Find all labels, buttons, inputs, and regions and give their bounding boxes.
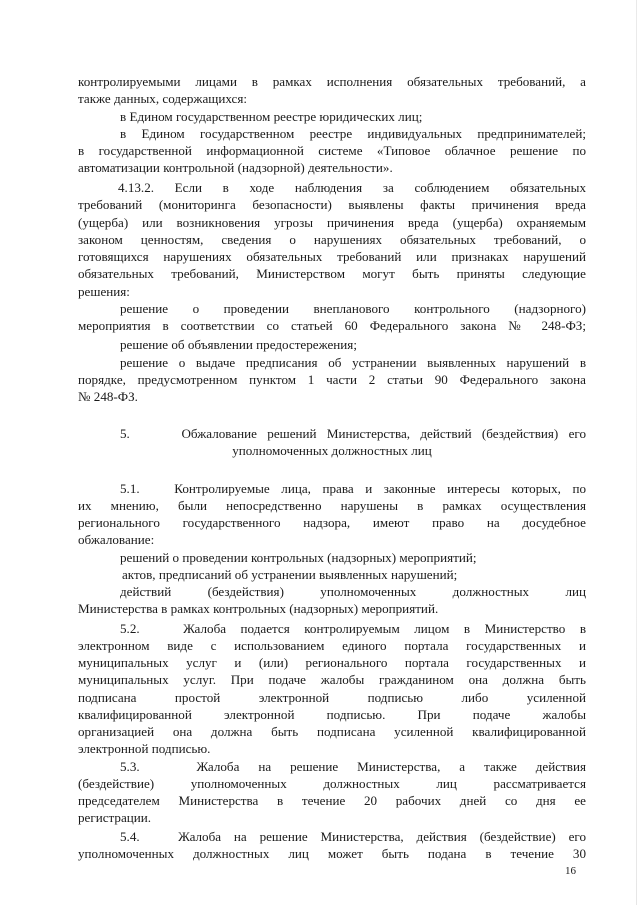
text-line: организацией она должна быть подписана усиленной квалифицированной — [78, 724, 586, 739]
text-line: обжалование: — [78, 532, 155, 547]
text-line: 5.4. Жалоба на решение Министерства, действия (бездействие) его — [120, 829, 586, 844]
text-line: муниципальных услуг. При подаче жалобы гражданином она должна быть — [78, 672, 586, 687]
text-line: уполномоченных должностных лиц может быть подана в течение 30 — [78, 846, 586, 861]
text-line: № 248-ФЗ. — [78, 389, 138, 404]
text-line: (бездействие) уполномоченных должностных лиц рассматривается — [78, 776, 586, 791]
text-line: электронной подписью. — [78, 741, 211, 756]
section-heading-cont: уполномоченных должностных лиц — [232, 443, 432, 458]
text-line: законом ценностям, сведения о нарушениях обязательных требований, о — [78, 232, 586, 247]
text-line: решение о проведении внепланового контрольного (надзорного) — [120, 301, 586, 316]
text-line: в государственной информационной системе «Типовое облачное решение по — [78, 143, 586, 158]
text-line: действий (бездействия) уполномоченных должностных лиц — [120, 584, 586, 599]
text-line: решений о проведении контрольных (надзорных) мероприятий; — [120, 550, 477, 565]
section-heading: 5. Обжалование решений Министерства, действий (бездействия) его — [120, 426, 586, 441]
text-line: решение об объявлении предостережения; — [120, 337, 357, 352]
page-number: 16 — [565, 865, 576, 877]
text-line: регионального государственного надзора, имеют право на досудебное — [78, 515, 586, 530]
text-line: их мнению, были непосредственно нарушены в рамках осуществления — [78, 498, 586, 513]
text-line: электронном виде с использованием единого портала государственных и — [78, 638, 586, 653]
text-line: автоматизации контрольной (надзорной) деятельности». — [78, 160, 393, 175]
text-line: квалифицированной электронной подписью. При подаче жалобы — [78, 707, 586, 722]
text-line: регистрации. — [78, 810, 152, 825]
text-line: 5.2. Жалоба подается контролируемым лицом в Министерство в — [120, 621, 586, 636]
text-line: решение о выдаче предписания об устранении выявленных нарушений в — [120, 355, 586, 370]
text-line: обязательных требований, Министерством могут быть приняты следующие — [78, 266, 586, 281]
text-line: требований (мониторинга безопасности) выявлены факты причинения вреда — [78, 197, 586, 212]
text-line: контролируемыми лицами в рамках исполнения обязательных требований, а — [78, 74, 586, 89]
text-line: в Едином государственном реестре юридических лиц; — [120, 109, 423, 124]
text-line: решения: — [78, 284, 130, 299]
text-line: 5.3. Жалоба на решение Министерства, а также действия — [120, 759, 586, 774]
text-line: подписана простой электронной подписью либо усиленной — [78, 690, 586, 705]
text-line: (ущерба) или возникновения угрозы причинения вреда (ущерба) охраняемым — [78, 215, 586, 230]
text-line: актов, предписаний об устранении выявленных нарушений; — [122, 567, 458, 582]
text-line: 4.13.2. Если в ходе наблюдения за соблюдением обязательных — [118, 180, 586, 195]
text-line: также данных, содержащихся: — [78, 91, 247, 106]
scan-edge — [636, 0, 637, 905]
text-line: председателем Министерства в течение 20 рабочих дней со дня ее — [78, 793, 586, 808]
text-line: порядке, предусмотренном пунктом 1 части 2 статьи 90 Федерального закона — [78, 372, 586, 387]
text-line: мероприятия в соответствии со статьей 60 Федерального закона № 248-ФЗ; — [78, 318, 586, 333]
text-line: 5.1. Контролируемые лица, права и законные интересы которых, по — [120, 481, 586, 496]
text-line: в Едином государственном реестре индивидуальных предпринимателей; — [120, 126, 586, 141]
text-line: готовящихся нарушениях обязательных требований или признаках нарушений — [78, 249, 586, 264]
text-line: Министерства в рамках контрольных (надзорных) мероприятий. — [78, 601, 439, 616]
text-line: муниципальных услуг и (или) регионального портала государственных и — [78, 655, 586, 670]
